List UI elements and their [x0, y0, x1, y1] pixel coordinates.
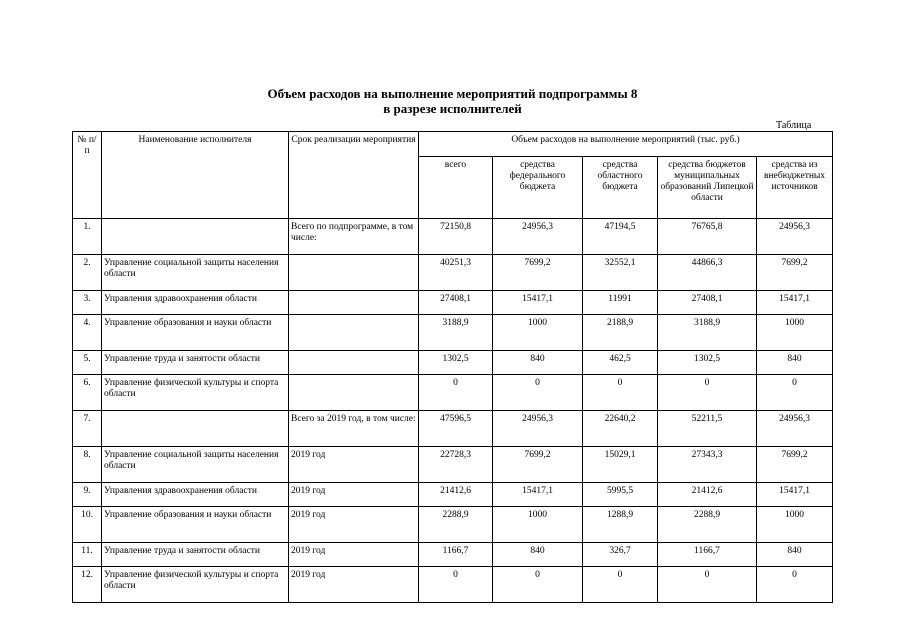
header-num: № п/п: [73, 132, 102, 219]
cell-total: 3188,9: [419, 315, 493, 351]
cell-executor: Управления здравоохранения области: [102, 483, 289, 507]
cell-num: 11.: [73, 543, 102, 567]
cell-federal: 24956,3: [493, 411, 583, 447]
cell-regional: 326,7: [583, 543, 658, 567]
cell-extra: 840: [757, 543, 833, 567]
cell-regional: 1288,9: [583, 507, 658, 543]
cell-executor: [102, 219, 289, 255]
cell-extra: 7699,2: [757, 255, 833, 291]
cell-municipal: 3188,9: [658, 315, 757, 351]
cell-federal: 1000: [493, 315, 583, 351]
cell-federal: 7699,2: [493, 255, 583, 291]
cell-total: 72150,8: [419, 219, 493, 255]
cell-municipal: 1302,5: [658, 351, 757, 375]
cell-term: [289, 351, 419, 375]
cell-regional: 22640,2: [583, 411, 658, 447]
header-regional: средства областного бюджета: [583, 157, 658, 219]
cell-extra: 1000: [757, 507, 833, 543]
table-row: [73, 255, 833, 291]
cell-term: 2019 год: [289, 567, 419, 603]
table-row: [73, 447, 833, 483]
cell-municipal: 21412,6: [658, 483, 757, 507]
cell-extra: 24956,3: [757, 219, 833, 255]
cell-regional: 462,5: [583, 351, 658, 375]
cell-federal: 15417,1: [493, 291, 583, 315]
cell-federal: 24956,3: [493, 219, 583, 255]
cell-total: 1166,7: [419, 543, 493, 567]
table-row: [73, 375, 833, 411]
cell-regional: 0: [583, 375, 658, 411]
cell-term: 2019 год: [289, 483, 419, 507]
cell-municipal: 2288,9: [658, 507, 757, 543]
cell-executor: Управление социальной защиты населения области: [102, 447, 289, 483]
cell-extra: 840: [757, 351, 833, 375]
header-federal: средства федерального бюджета: [493, 157, 583, 219]
cell-total: 40251,3: [419, 255, 493, 291]
header-extra: средства из внебюджетных источников: [757, 157, 833, 219]
cell-municipal: 1166,7: [658, 543, 757, 567]
cell-total: 22728,3: [419, 447, 493, 483]
cell-regional: 2188,9: [583, 315, 658, 351]
cell-executor: Управление социальной защиты населения области: [102, 255, 289, 291]
cell-municipal: 0: [658, 375, 757, 411]
table-row: [73, 543, 833, 567]
table-row: [73, 567, 833, 603]
cell-executor: Управление труда и занятости области: [102, 543, 289, 567]
cell-regional: 11991: [583, 291, 658, 315]
cell-num: 1.: [73, 219, 102, 255]
cell-municipal: 44866,3: [658, 255, 757, 291]
cell-term: 2019 год: [289, 507, 419, 543]
cell-num: 2.: [73, 255, 102, 291]
cell-executor: [102, 411, 289, 447]
cell-term: [289, 315, 419, 351]
cell-regional: 15029,1: [583, 447, 658, 483]
cell-num: 4.: [73, 315, 102, 351]
cell-federal: 840: [493, 351, 583, 375]
cell-municipal: 27343,3: [658, 447, 757, 483]
cell-municipal: 0: [658, 567, 757, 603]
cell-regional: 0: [583, 567, 658, 603]
cell-executor: Управления здравоохранения области: [102, 291, 289, 315]
cell-extra: 24956,3: [757, 411, 833, 447]
cell-federal: 0: [493, 567, 583, 603]
cell-num: 10.: [73, 507, 102, 543]
header-municipal: средства бюджетов муниципальных образований Липецкой области: [658, 157, 757, 219]
cell-term: Всего по подпрограмме, в том числе:: [289, 219, 419, 255]
cell-executor: Управление физической культуры и спорта области: [102, 375, 289, 411]
expenses-table: [72, 131, 833, 603]
cell-term: [289, 255, 419, 291]
table-row: [73, 351, 833, 375]
cell-federal: 0: [493, 375, 583, 411]
cell-total: 27408,1: [419, 291, 493, 315]
cell-municipal: 27408,1: [658, 291, 757, 315]
header-total: всего: [419, 157, 493, 219]
cell-term: 2019 год: [289, 543, 419, 567]
header-term: Срок реализации мероприятия: [289, 132, 419, 219]
cell-num: 8.: [73, 447, 102, 483]
cell-term: 2019 год: [289, 447, 419, 483]
cell-extra: 0: [757, 375, 833, 411]
cell-num: 9.: [73, 483, 102, 507]
table-row: [73, 291, 833, 315]
cell-regional: 47194,5: [583, 219, 658, 255]
title-line-1: Объем расходов на выполнение мероприятий подпрограммы 8: [267, 86, 638, 101]
cell-total: 47596,5: [419, 411, 493, 447]
cell-num: 7.: [73, 411, 102, 447]
cell-regional: 5995,5: [583, 483, 658, 507]
cell-municipal: 76765,8: [658, 219, 757, 255]
cell-num: 12.: [73, 567, 102, 603]
cell-executor: Управление образования и науки области: [102, 315, 289, 351]
cell-total: 21412,6: [419, 483, 493, 507]
cell-federal: 15417,1: [493, 483, 583, 507]
cell-term: [289, 375, 419, 411]
cell-total: 2288,9: [419, 507, 493, 543]
cell-federal: 1000: [493, 507, 583, 543]
table-row: [73, 219, 833, 255]
cell-executor: Управление физической культуры и спорта области: [102, 567, 289, 603]
header-executor: Наименование исполнителя: [102, 132, 289, 219]
cell-municipal: 52211,5: [658, 411, 757, 447]
table-caption: Таблица: [776, 120, 812, 131]
cell-federal: 840: [493, 543, 583, 567]
table-row: [73, 483, 833, 507]
cell-num: 6.: [73, 375, 102, 411]
table-row: [73, 507, 833, 543]
cell-total: 0: [419, 375, 493, 411]
cell-num: 3.: [73, 291, 102, 315]
cell-extra: 7699,2: [757, 447, 833, 483]
title-line-2: в разрезе исполнителей: [383, 101, 522, 116]
table-body: [73, 219, 833, 603]
cell-regional: 32552,1: [583, 255, 658, 291]
cell-executor: Управление труда и занятости области: [102, 351, 289, 375]
document-title: [0, 86, 905, 116]
cell-term: Всего за 2019 год, в том числе:: [289, 411, 419, 447]
cell-extra: 15417,1: [757, 483, 833, 507]
cell-total: 0: [419, 567, 493, 603]
cell-extra: 0: [757, 567, 833, 603]
cell-total: 1302,5: [419, 351, 493, 375]
cell-executor: Управление образования и науки области: [102, 507, 289, 543]
cell-term: [289, 291, 419, 315]
cell-federal: 7699,2: [493, 447, 583, 483]
table-row: [73, 315, 833, 351]
cell-num: 5.: [73, 351, 102, 375]
cell-extra: 1000: [757, 315, 833, 351]
header-volume: Объем расходов на выполнение мероприятий (тыс. руб.): [419, 132, 833, 157]
cell-extra: 15417,1: [757, 291, 833, 315]
table-row: [73, 411, 833, 447]
